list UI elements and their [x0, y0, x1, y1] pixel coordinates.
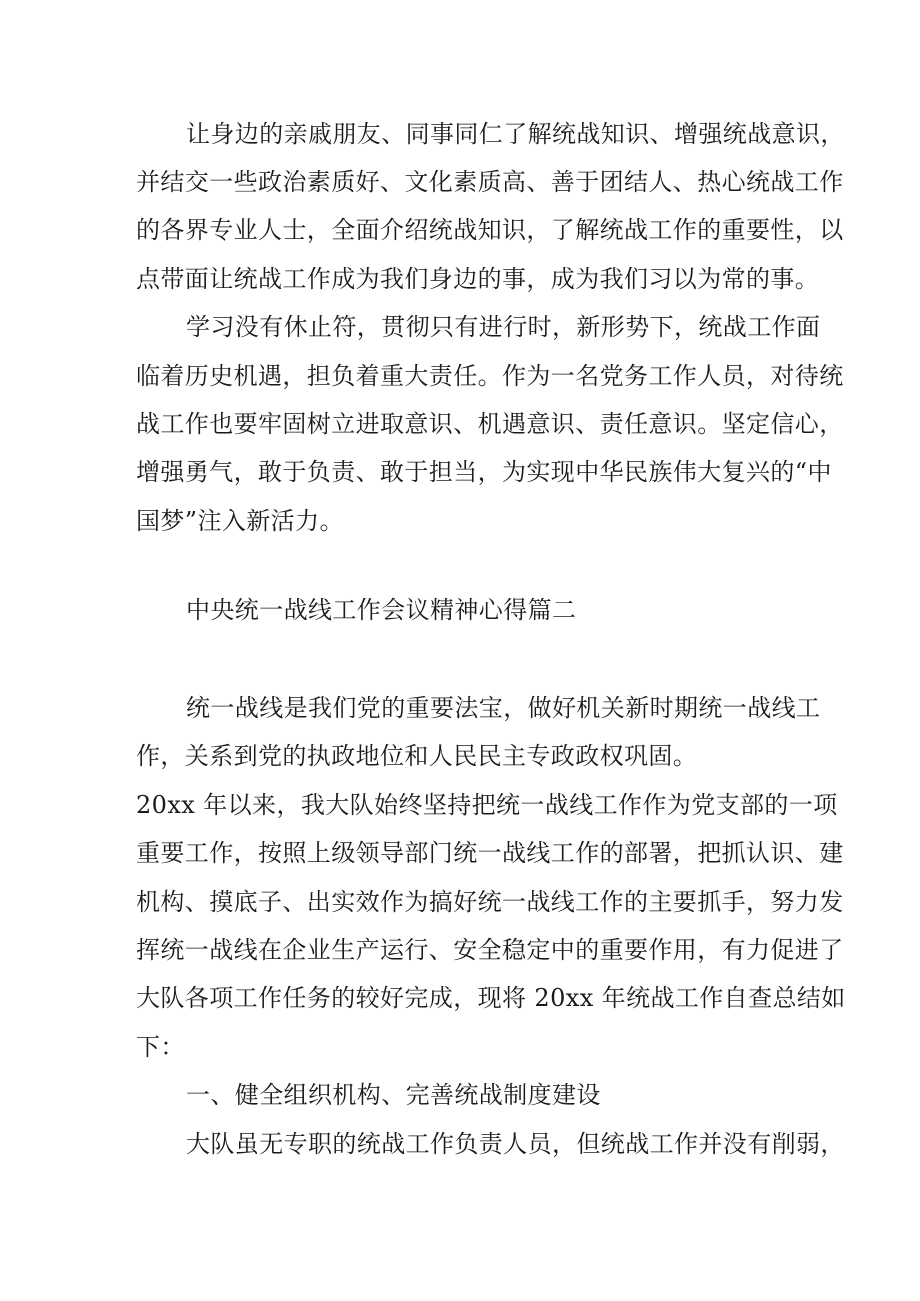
paragraph-line: 大队虽无专职的统战工作负责人员，但统战工作并没有削弱，	[186, 1130, 845, 1158]
paragraph-line: 20xx 年以来，我大队始终坚持把统一战线工作作为党支部的一项	[136, 791, 838, 819]
paragraph-line: 点带面让统战工作成为我们身边的事，成为我们习以为常的事。	[136, 265, 820, 293]
paragraph-line: 大队各项工作任务的较好完成，现将 20xx 年统战工作自查总结如	[136, 984, 846, 1012]
paragraph-line: 并结交一些政治素质好、文化素质高、善于团结人、热心统战工作	[136, 168, 844, 196]
subsection-heading: 一、健全组织机构、完善统战制度建设	[186, 1081, 601, 1109]
paragraph-line: 让身边的亲戚朋友、同事同仁了解统战知识、增强统战意识，	[186, 120, 845, 148]
paragraph-line: 重要工作，按照上级领导部门统一战线工作的部署，把抓认识、建	[136, 839, 844, 867]
paragraph-line: 下：	[136, 1033, 185, 1061]
paragraph-line: 临着历史机遇，担负着重大责任。作为一名党务工作人员，对待统	[136, 362, 844, 390]
paragraph-line: 作，关系到党的执政地位和人民民主专政政权巩固。	[136, 742, 698, 770]
paragraph-line: 学习没有休止符，贯彻只有进行时，新形势下，统战工作面	[186, 313, 821, 341]
section-heading: 中央统一战线工作会议精神心得篇二	[186, 596, 577, 624]
paragraph-line: 国梦”注入新活力。	[136, 507, 344, 535]
paragraph-line: 统一战线是我们党的重要法宝，做好机关新时期统一战线工	[186, 694, 821, 722]
paragraph-line: 战工作也要牢固树立进取意识、机遇意识、责任意识。坚定信心，	[136, 410, 844, 438]
paragraph-line: 机构、摸底子、出实效作为搞好统一战线工作的主要抓手，努力发	[136, 888, 844, 916]
paragraph-line: 增强勇气，敢于负责、敢于担当，为实现中华民族伟大复兴的“中	[136, 458, 832, 486]
paragraph-line: 的各界专业人士，全面介绍统战知识，了解统战工作的重要性，以	[136, 216, 844, 244]
paragraph-line: 挥统一战线在企业生产运行、安全稳定中的重要作用，有力促进了	[136, 936, 844, 964]
